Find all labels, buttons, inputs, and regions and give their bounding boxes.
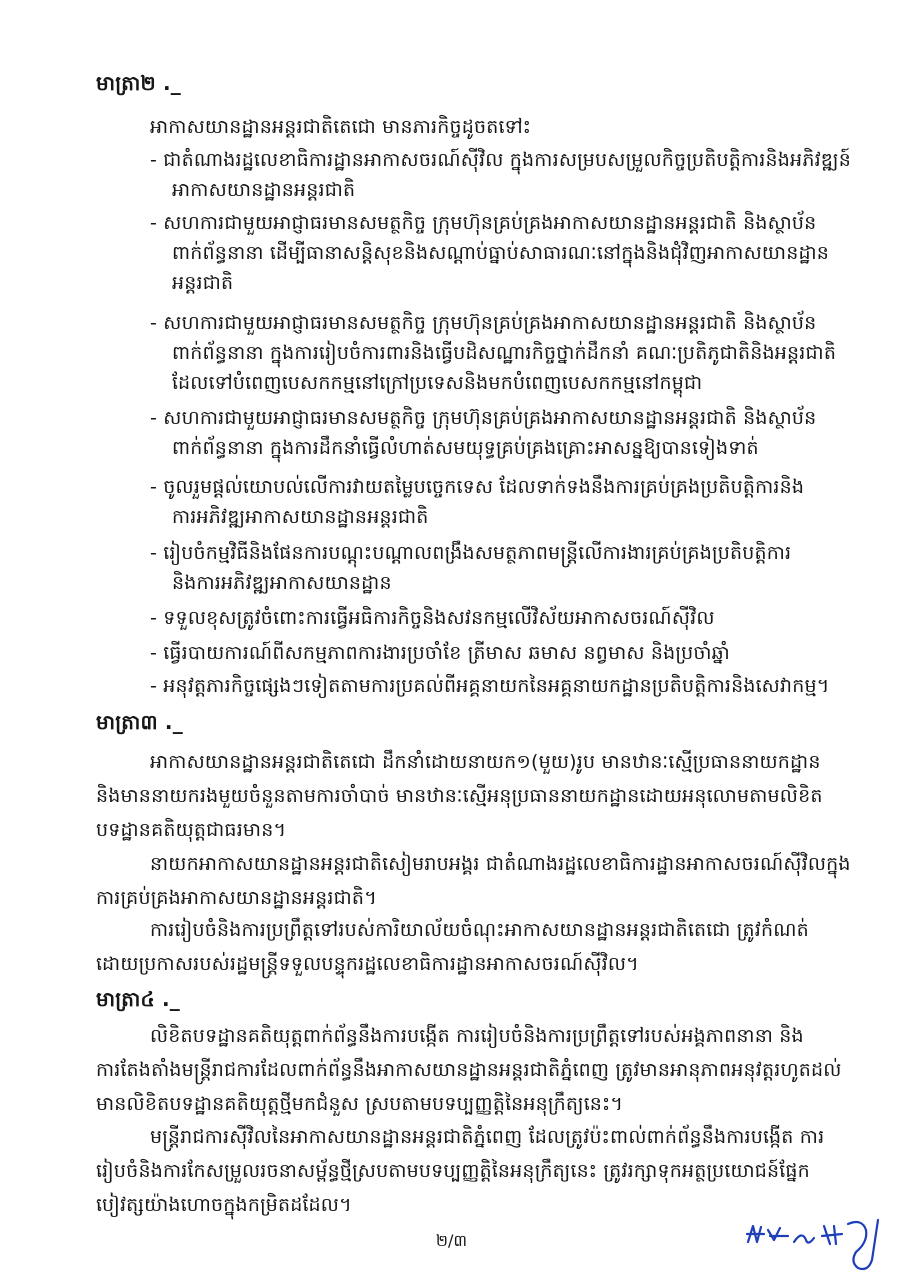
article-2-intro: អាកាសយានដ្ឋានអន្តរជាតិតេជោ មានភារកិច្ចដូចតទៅះ [150,116,532,138]
article-3-heading: មាត្រា៣ ._ [96,710,183,734]
signature-initials [744,1212,894,1274]
article-2-item-6-line-1: - រៀបចំកម្មវិធីនិងផែនការបណ្តុះបណ្តាលពង្រឹងសមត្ថភាពមន្ត្រីលើការងារគ្រប់គ្រងប្រតិបត្តិការ [150,542,792,564]
article-2-item-1-line-2: អាកាសយានដ្ឋានអន្តរជាតិ [172,179,356,201]
page-number: ២/៣ [435,1231,468,1250]
article-2-item-9: - អនុវត្តភារកិច្ចផ្សេងៗទៀតតាមការប្រគល់ពីអគ្គនាយកនៃអគ្គនាយកដ្ឋានប្រតិបត្តិការនិងសេវាកម្ម។ [150,675,830,697]
article-2-item-8: - ធ្វើរបាយការណ៍ពីសកម្មភាពការងារប្រចាំខែ ត្រីមាស ឆមាស នព្វមាស និងប្រចាំឆ្នាំ [150,642,730,664]
article-3-para-3-line-1: ការរៀបចំនិងការប្រព្រឹត្តទៅរបស់ការិយាល័យចំណុះអាកាសយានដ្ឋានអន្តរជាតិតេជោ ត្រូវកំណត់ [150,919,809,941]
article-2-item-5-line-2: ការអភិវឌ្ឍអាកាសយានដ្ឋានអន្តរជាតិ [172,506,429,528]
article-4-para-2-line-3: បៀវត្សយ៉ាងហោចក្នុងកម្រិតដដែល។ [96,1194,352,1216]
article-3-para-1-line-3: បទដ្ឋានគតិយុត្តជាធរមាន។ [96,819,287,841]
article-3-para-3-line-2: ដោយប្រកាសរបស់រដ្ឋមន្ត្រីទទួលបន្ទុករដ្ឋលេខាធិការដ្ឋានអាកាសចរណ៍ស៊ីវិល។ [96,953,639,975]
article-2-item-5-line-1: - ចូលរួមផ្តល់យោបល់លើការវាយតម្លៃបច្ចេកទេស ដែលទាក់ទងនឹងការគ្រប់គ្រងប្រតិបត្តិការនិង [150,476,805,498]
article-3-para-1-line-1: អាកាសយានដ្ឋានអន្តរជាតិតេជោ ដឹកនាំដោយនាយក១(មួយ)រូប មានឋានៈស្មើប្រធាននាយកដ្ឋាន [150,751,821,773]
article-3-para-2-line-2: ការគ្រប់គ្រងអាកាសយានដ្ឋានអន្តរជាតិ។ [96,887,377,909]
article-2-item-2-line-1: - សហការជាមួយអាជ្ញាធរមានសមត្ថកិច្ច ក្រុមហ៊ុនគ្រប់គ្រងអាកាសយានដ្ឋានអន្តរជាតិ និងស្ថាប័ន [150,212,817,234]
article-2-item-4-line-1: - សហការជាមួយអាជ្ញាធរមានសមត្ថកិច្ច ក្រុមហ៊ុនគ្រប់គ្រងអាកាសយានដ្ឋានអន្តរជាតិ និងស្ថាប័ន [150,407,817,429]
article-4-para-1-line-3: មានលិខិតបទដ្ឋានគតិយុត្តថ្មីមកជំនួស ស្របតាមបទប្បញ្ញត្តិនៃអនុក្រឹត្យនេះ។ [96,1093,624,1115]
article-2-item-6-line-2: និងការអភិវឌ្ឍអាកាសយានដ្ឋាន [172,572,392,594]
article-3-para-1-line-2: និងមាននាយករងមួយចំនួនតាមការចាំបាច់ មានឋានៈស្មើអនុប្រធាននាយកដ្ឋានដោយអនុលោមតាមលិខិត [96,785,823,807]
article-4-para-2-line-2: រៀបចំនិងការកែសម្រួលរចនាសម្ព័ន្ធថ្មីស្របតាមបទប្បញ្ញត្តិនៃអនុក្រឹត្យនេះ ត្រូវរក្សាទុកអត្ថប្រយោជន៍ផ្នែក [96,1160,810,1182]
article-4-heading: មាត្រា៤ ._ [96,987,180,1011]
article-2-item-7: - ទទួលខុសត្រូវចំពោះការធ្វើអធិការកិច្ចនិងសវនកម្មលើវិស័យអាកាសចរណ៍ស៊ីវិល [150,607,715,629]
article-2-heading: មាត្រា២ ._ [96,71,181,95]
article-2-item-4-line-2: ពាក់ព័ន្ធនានា ក្នុងការដឹកនាំធ្វើលំហាត់សមយុទ្ធគ្រប់គ្រងគ្រោះអាសន្នឱ្យបានទៀងទាត់ [172,437,759,459]
article-2-item-3-line-3: ដែលទៅបំពេញបេសកកម្មនៅក្រៅប្រទេសនិងមកបំពេញបេសកកម្មនៅកម្ពុជា [172,372,703,394]
article-2-item-2-line-3: អន្តរជាតិ [172,272,234,294]
article-2-item-2-line-2: ពាក់ព័ន្ធនានា ដើម្បីធានាសន្តិសុខនិងសណ្តាប់ធ្នាប់សាធារណៈនៅក្នុងនិងជុំវិញអាកាសយានដ្ឋាន [172,242,830,264]
article-4-para-1-line-1: លិខិតបទដ្ឋានគតិយុត្តពាក់ព័ន្ធនឹងការបង្កើត ការរៀបចំនិងការប្រព្រឹត្តទៅរបស់អង្គភាពនានា និង [150,1025,804,1047]
article-2-item-1-line-1: - ជាតំណាងរដ្ឋលេខាធិការដ្ឋានអាកាសចរណ៍ស៊ីវិល ក្នុងការសម្របសម្រួលកិច្ចប្រតិបត្តិការនិងអភិវឌ្ឍន៍ [150,149,851,171]
article-2-item-3-line-2: ពាក់ព័ន្ធនានា ក្នុងការរៀបចំការពារនិងធ្វើបដិសណ្ឋារកិច្ចថ្នាក់ដឹកនាំ គណៈប្រតិភូជាតិនិងអន្តរជាតិ [172,342,837,364]
article-4-para-1-line-2: ការតែងតាំងមន្ត្រីរាជការដែលពាក់ព័ន្ធនឹងអាកាសយានដ្ឋានអន្តរជាតិភ្នំពេញ ត្រូវមានអានុភាពអនុវត្តរហូតដល់ [96,1059,842,1081]
article-2-item-3-line-1: - សហការជាមួយអាជ្ញាធរមានសមត្ថកិច្ច ក្រុមហ៊ុនគ្រប់គ្រងអាកាសយានដ្ឋានអន្តរជាតិ និងស្ថាប័ន [150,312,817,334]
article-3-para-2-line-1: នាយកអាកាសយានដ្ឋានអន្តរជាតិសៀមរាបអង្គរ ជាតំណាងរដ្ឋលេខាធិការដ្ឋានអាកាសចរណ៍ស៊ីវិលក្នុង [150,853,851,875]
article-4-para-2-line-1: មន្ត្រីរាជការស៊ីវិលនៃអាកាសយានដ្ឋានអន្តរជាតិភ្នំពេញ ដែលត្រូវប៉ះពាល់ពាក់ព័ន្ធនឹងការបង្កើត ការ [150,1126,825,1148]
